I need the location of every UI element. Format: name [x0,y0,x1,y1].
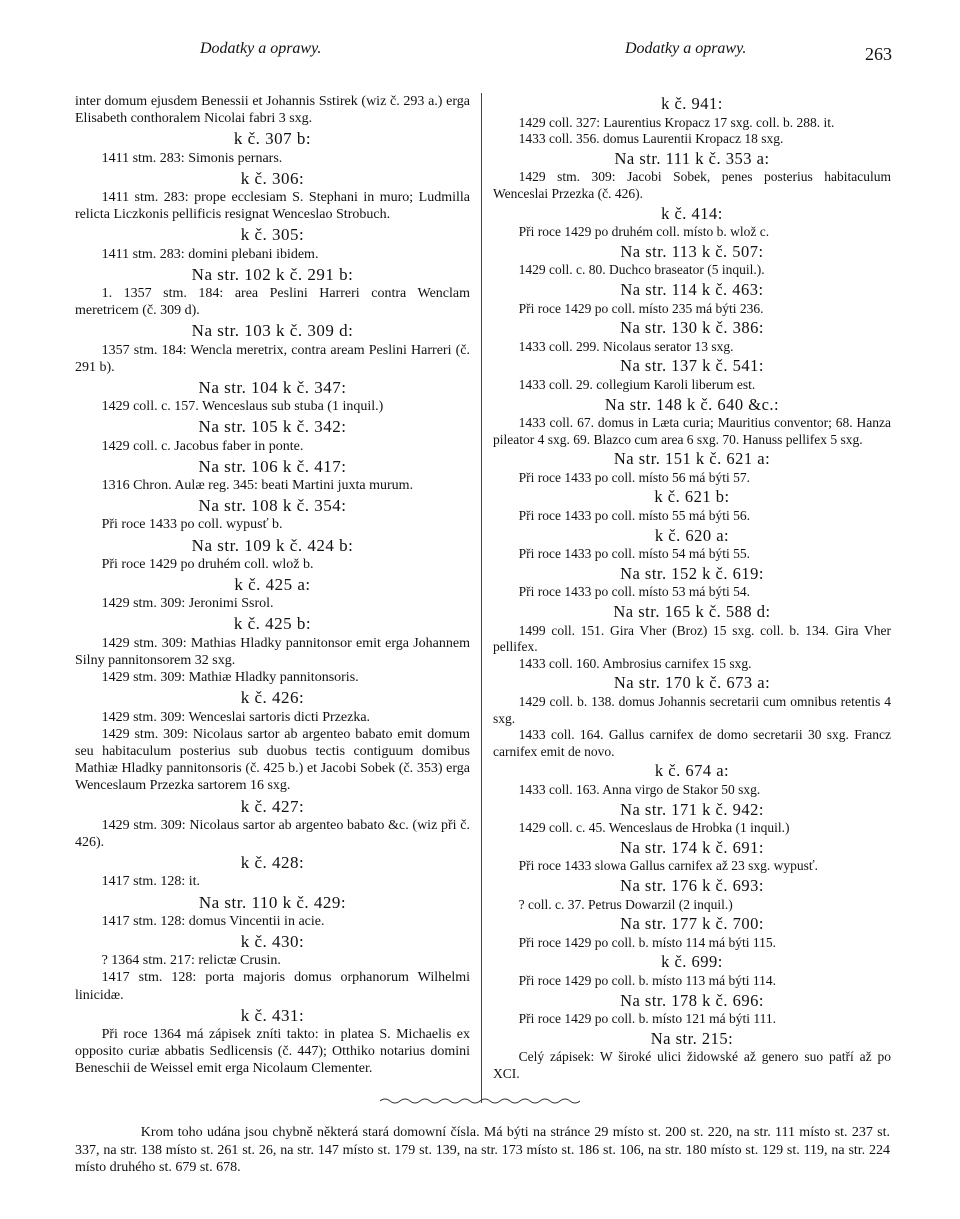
entry-heading: k č. 699: [661,952,723,972]
entry-heading: k č. 427: [240,796,305,816]
entry-heading: Na str. 109 k č. 424 b: [191,535,354,555]
entry-paragraph: 1429 stm. 309: Mathias Hladky pannitonsor emit erga Johannem Silny pannitonsorem 32 sxg. [75,635,470,668]
entry-paragraph: Při roce 1429 po coll. b. místo 114 má býti 115. [518,934,776,950]
entry-paragraph: 1429 coll. c. Jacobus faber in ponte. [101,438,304,454]
entry-heading: k č. 305: [240,225,305,245]
entry-paragraph: Celý zápisek: W široké ulici židowské až genero suo patří až po XCI. [493,1049,891,1081]
entry-paragraph: Při roce 1429 po coll. místo 235 má býti 236. [518,300,764,316]
entry-paragraph: 1316 Chron. Aulæ reg. 345: beati Martini juxta murum. [101,478,414,494]
right-column [493,93,891,1082]
left-column [75,93,470,1078]
column-divider [481,93,482,1103]
entry-heading: k č. 621 b: [654,487,730,507]
entry-heading: k č. 431: [240,1005,305,1025]
entry-heading: Na str. 111 k č. 353 a: [614,148,770,168]
entry-heading: Na str. 174 k č. 691: [620,837,764,857]
entry-heading: k č. 307 b: [233,129,312,149]
entry-paragraph: 1433 coll. 163. Anna virgo de Stakor 50 sxg. [518,781,761,797]
entry-heading: Na str. 114 k č. 463: [620,279,764,299]
entry-heading: k č. 426: [240,688,305,708]
entry-paragraph: 1499 coll. 151. Gira Vher (Broz) 15 sxg. coll. b. 134. Gira Vher pellifex. [493,622,891,655]
entry-paragraph: Při roce 1429 po coll. b. místo 113 má býti 114. [518,972,776,988]
entry-heading: Na str. 130 k č. 386: [620,318,764,338]
entry-heading: Na str. 165 k č. 588 d: [613,602,771,622]
entry-heading: Na str. 108 k č. 354: [198,496,347,516]
entry-paragraph: 1417 stm. 128: domus Vincentii in acie. [101,913,325,929]
entry-paragraph: 1429 stm. 309: Jacobi Sobek, penes posterius habitaculum Wenceslai Przezka (č. 426). [493,169,891,201]
entry-paragraph: 1. 1357 stm. 184: area Peslini Harreri contra Wenclam meretricem (č. 309 d). [75,286,470,319]
entry-heading: Na str. 105 k č. 342: [198,417,347,437]
entry-paragraph: 1417 stm. 128: porta majoris domus orphanorum Wilhelmi linicidæ. [75,970,470,1003]
entry-paragraph: Při roce 1433 po coll. wypusť b. [101,517,283,533]
wavy-separator [380,1097,580,1105]
running-head-right: Dodatky a oprawy. [625,40,747,57]
entry-heading: Na str. 152 k č. 619: [620,563,764,583]
entry-paragraph: 1429 coll. b. 138. domus Johannis secretarii cum omnibus retentis 4 sxg. [493,694,891,726]
entry-paragraph: 1433 coll. 164. Gallus carnifex de domo secretarii 30 sxg. Francz carnifex emit de novo. [493,727,891,759]
entry-heading: k č. 430: [240,931,305,951]
entry-paragraph: 1429 stm. 309: Mathiæ Hladky pannitonsoris. [101,670,359,686]
entry-heading: k č. 674 a: [654,761,730,781]
entry-paragraph: 1429 coll. c. 45. Wenceslaus de Hrobka (1 inquil.) [518,820,790,836]
entry-paragraph: 1357 stm. 184: Wencla meretrix, contra aream Peslini Harreri (č. 291 b). [75,342,470,375]
entry-paragraph: Při roce 1433 slowa Gallus carnifex až 23 sxg. wypusť. [518,858,818,874]
entry-paragraph: ? 1364 stm. 217: relictæ Crusin. [101,953,281,969]
entry-heading: Na str. 178 k č. 696: [620,990,764,1010]
entry-paragraph: 1411 stm. 283: domini plebani ibidem. [101,246,319,262]
entry-paragraph: 1417 stm. 128: it. [101,874,200,890]
entry-heading: k č. 620 a: [654,525,730,545]
entry-paragraph: 1429 stm. 309: Wenceslai sartoris dicti Przezka. [101,709,371,725]
entry-paragraph: 1429 stm. 309: Jeronimi Ssrol. [101,596,274,612]
entry-paragraph: 1433 coll. 299. Nicolaus serator 13 sxg. [518,338,734,354]
entry-heading: Na str. 137 k č. 541: [620,356,764,376]
entry-paragraph: 1429 coll. 327: Laurentius Kropacz 17 sxg. coll. b. 288. it. [518,114,835,130]
entry-heading: Na str. 102 k č. 291 b: [191,264,354,284]
entry-heading: k č. 428: [240,853,305,873]
entry-paragraph: 1433 coll. 67. domus in Læta curia; Mauritius conventor; 68. Hanza pileator 4 sxg. 69. Blazco cum area 6 sxg. 70. Hanuss pellifex 5 sxg. [493,415,891,447]
entry-paragraph: inter domum ejusdem Benessii et Johannis Sstirek (wiz č. 293 a.) erga Elisabeth conthoralem Nicolai fabri 3 sxg. [75,94,470,127]
entry-heading: Na str. 176 k č. 693: [620,875,764,895]
entry-paragraph: Při roce 1433 po coll. místo 56 má býti 57. [518,469,750,485]
entry-heading: k č. 414: [661,203,723,223]
entry-paragraph: 1433 coll. 29. collegium Karoli liberum est. [518,376,756,392]
entry-heading: Na str. 104 k č. 347: [198,378,347,398]
entry-paragraph: 1411 stm. 283: prope ecclesiam S. Stephani in muro; Ludmilla relicta Liczkonis pellificis resignat Wenceslao Strobuch. [75,190,470,223]
entry-paragraph: Při roce 1433 po coll. místo 54 má býti 55. [518,546,750,562]
entry-paragraph: Při roce 1429 po druhém coll. místo b. wlož c. [518,224,770,240]
entry-paragraph: 1429 coll. c. 157. Wenceslaus sub stuba (1 inquil.) [101,399,384,415]
entry-paragraph: 1429 stm. 309: Nicolaus sartor ab argenteo babato emit domum seu habitaculum posterius sub duobus tectis contiguum domibus Mathiæ Hladky pannitonsoris (č. 425 b.) et Jacobi Sobek (č. 353) erga Wenceslaum Przezka sartorem 16 sxg. [75,726,470,794]
entry-heading: k č. 425 a: [234,575,311,595]
entry-heading: k č. 306: [240,168,305,188]
entry-paragraph: 1433 coll. 160. Ambrosius carnifex 15 sxg. [518,655,752,671]
entry-paragraph: Při roce 1364 má zápisek zníti takto: in platea S. Michaelis ex opposito curiæ abbatis Sedlicensis (č. 447); Otthiko notarius domini Beneschii de Weissel emit erga Nicolaum Clementer. [75,1026,470,1077]
entry-paragraph: Při roce 1429 po coll. b. místo 121 má býti 111. [518,1011,776,1027]
entry-heading: Na str. 215: [650,1028,734,1048]
entry-paragraph: Při roce 1429 po druhém coll. wlož b. [101,556,314,572]
entry-paragraph: Při roce 1433 po coll. místo 53 má býti 54. [518,584,750,600]
entry-paragraph: 1433 coll. 356. domus Laurentii Kropacz 18 sxg. [518,131,784,147]
entry-heading: k č. 425 b: [233,614,312,634]
entry-paragraph: ? coll. c. 37. Petrus Dowarzil (2 inquil.) [518,896,733,912]
entry-heading: Na str. 103 k č. 309 d: [191,321,354,341]
entry-heading: Na str. 177 k č. 700: [620,914,764,934]
entry-paragraph: 1429 coll. c. 80. Duchco braseator (5 inquil.). [518,262,765,278]
entry-heading: Na str. 113 k č. 507: [620,241,764,261]
entry-heading: Na str. 170 k č. 673 a: [613,673,771,693]
entry-paragraph: 1411 stm. 283: Simonis pernars. [101,150,283,166]
entry-heading: Na str. 106 k č. 417: [198,456,347,476]
entry-heading: Na str. 148 k č. 640 &c.: [604,394,780,414]
entry-heading: Na str. 151 k č. 621 a: [613,449,771,469]
entry-heading: Na str. 110 k č. 429: [198,892,347,912]
entry-heading: k č. 941: [661,94,723,113]
footer-note-text: Krom toho udána jsou chybně některá stará domowní čísla. Má býti na stránce 29 místo st. 200 st. 220, na str. 111 místo st. 237 st. 337, na str. 138 místo st. 261 st. 26, na str. 147 místo st. 179 st. 139, na str. 173 místo st. 186 st. 106, na str. 180 místo st. 129 st. 119, na str. 224 místo druhého st. 679 st. 678. [75,1125,890,1175]
footer-note [75,1124,890,1177]
running-head-left: Dodatky a oprawy. [200,40,322,57]
entry-paragraph: 1429 stm. 309: Nicolaus sartor ab argenteo babato &c. (wiz při č. 426). [75,817,470,850]
entry-heading: Na str. 171 k č. 942: [620,799,764,819]
entry-paragraph: Při roce 1433 po coll. místo 55 má býti 56. [518,508,750,524]
page-number: 263 [865,44,892,64]
